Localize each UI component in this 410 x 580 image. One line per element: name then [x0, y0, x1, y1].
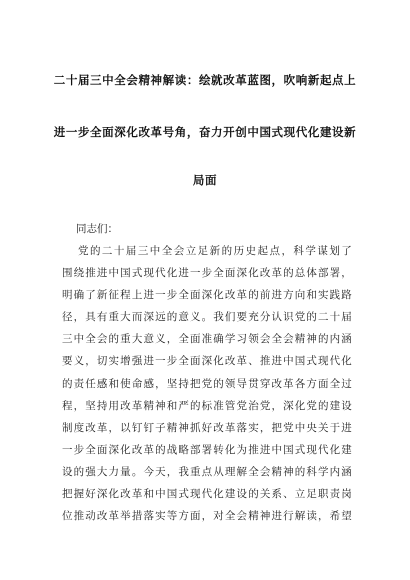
- paragraph-line: 党的二十届三中全会立足新的历史起点，科学谋划了: [78, 245, 352, 257]
- paragraph-line: 把握好深化改革和中国式现代化建设的关系、立足职责岗: [62, 488, 352, 500]
- paragraph-line: 一步全面深化改革的战略部署转化为推进中国式现代化建: [62, 444, 352, 456]
- document-title-line-1: 二十届三中全会精神解读：绘就改革蓝图，吹响新起点上: [53, 73, 357, 87]
- paragraph-line: 位推动改革举措落实等方面，对全会精神进行解读，希望: [62, 510, 352, 522]
- paragraph-line: 程，坚持用改革精神和严的标准管党治党，深化党的建设: [62, 400, 352, 412]
- paragraph-line: 围绕推进中国式现代化进一步全面深化改革的总体部署，: [62, 267, 352, 279]
- salutation: 同志们：: [76, 223, 118, 235]
- paragraph-line: 制度改革，以钉钉子精神抓好改革落实，把党中央关于进: [62, 422, 352, 434]
- document-title-line-2: 进一步全面深化改革号角，奋力开创中国式现代化建设新: [53, 125, 357, 139]
- paragraph-line: 设的强大力量。今天，我重点从理解全会精神的科学内涵: [62, 466, 352, 478]
- paragraph-line: 要义，切实增强进一步全面深化改革、推进中国式现代化: [62, 355, 352, 367]
- document-title-line-3: 局面: [192, 173, 218, 187]
- paragraph-line: 明确了新征程上进一步全面深化改革的前进方向和实践路: [62, 289, 352, 301]
- paragraph-line: 的责任感和使命感，坚持把党的领导贯穿改革各方面全过: [62, 378, 352, 390]
- paragraph-line: 三中全会的重大意义，全面准确学习领会全会精神的内涵: [62, 333, 352, 345]
- paragraph-line: 径，具有重大而深远的意义。我们要充分认识党的二十届: [62, 311, 352, 323]
